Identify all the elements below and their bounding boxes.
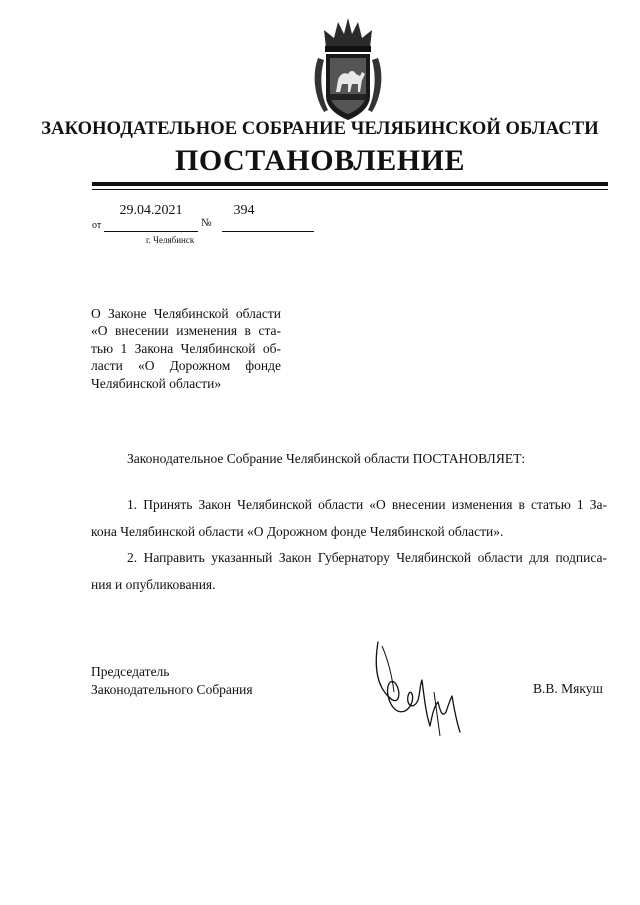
- date-prefix: от: [92, 220, 102, 231]
- number-prefix: №: [201, 217, 212, 229]
- issue-city: г. Челябинск: [146, 235, 195, 245]
- resolution-item-1: [91, 492, 607, 545]
- preamble: Законодательное Собрание Челябинской области ПОСТАНОВЛЯЕТ:: [127, 451, 526, 466]
- subject-line: Челябинской области»: [91, 375, 222, 391]
- subject-line: тью 1 Закона Челябинской об-: [91, 340, 281, 356]
- item-line: кона Челябинской области «О Дорожном фонде Челябинской области».: [91, 523, 504, 539]
- document-type-title: ПОСТАНОВЛЕНИЕ: [175, 144, 465, 177]
- signer-title-line: Председатель: [91, 664, 170, 679]
- subject-line: ласти «О Дорожном фонде: [91, 358, 281, 374]
- signer-title: [91, 663, 253, 699]
- subject-line: О Законе Челябинской области: [91, 306, 281, 321]
- handwritten-signature: [368, 636, 468, 746]
- header-rule-thin: [92, 189, 608, 190]
- document-number: 394: [233, 203, 255, 218]
- item-line: 2. Направить указанный Закон Губернатору Челябинской области для подписа-: [127, 550, 607, 565]
- item-line: ния и опубликования.: [91, 576, 216, 592]
- resolution-item-2: [91, 545, 607, 598]
- document-subject: [91, 305, 281, 392]
- coat-of-arms-icon: [312, 14, 384, 122]
- signer-name: В.В. Мякуш: [533, 681, 603, 696]
- subject-line: «О внесении изменения в ста-: [91, 323, 281, 339]
- organization-name: ЗАКОНОДАТЕЛЬНОЕ СОБРАНИЕ ЧЕЛЯБИНСКОЙ ОБЛАСТИ: [41, 119, 599, 139]
- number-underline: [222, 231, 314, 232]
- document-date: 29.04.2021: [119, 203, 183, 218]
- date-underline: [104, 231, 198, 232]
- item-line: 1. Принять Закон Челябинской области «О внесении изменения в статью 1 За-: [127, 497, 607, 512]
- signer-title-line: Законодательного Собрания: [91, 682, 253, 697]
- header-rule-thick: [92, 182, 608, 186]
